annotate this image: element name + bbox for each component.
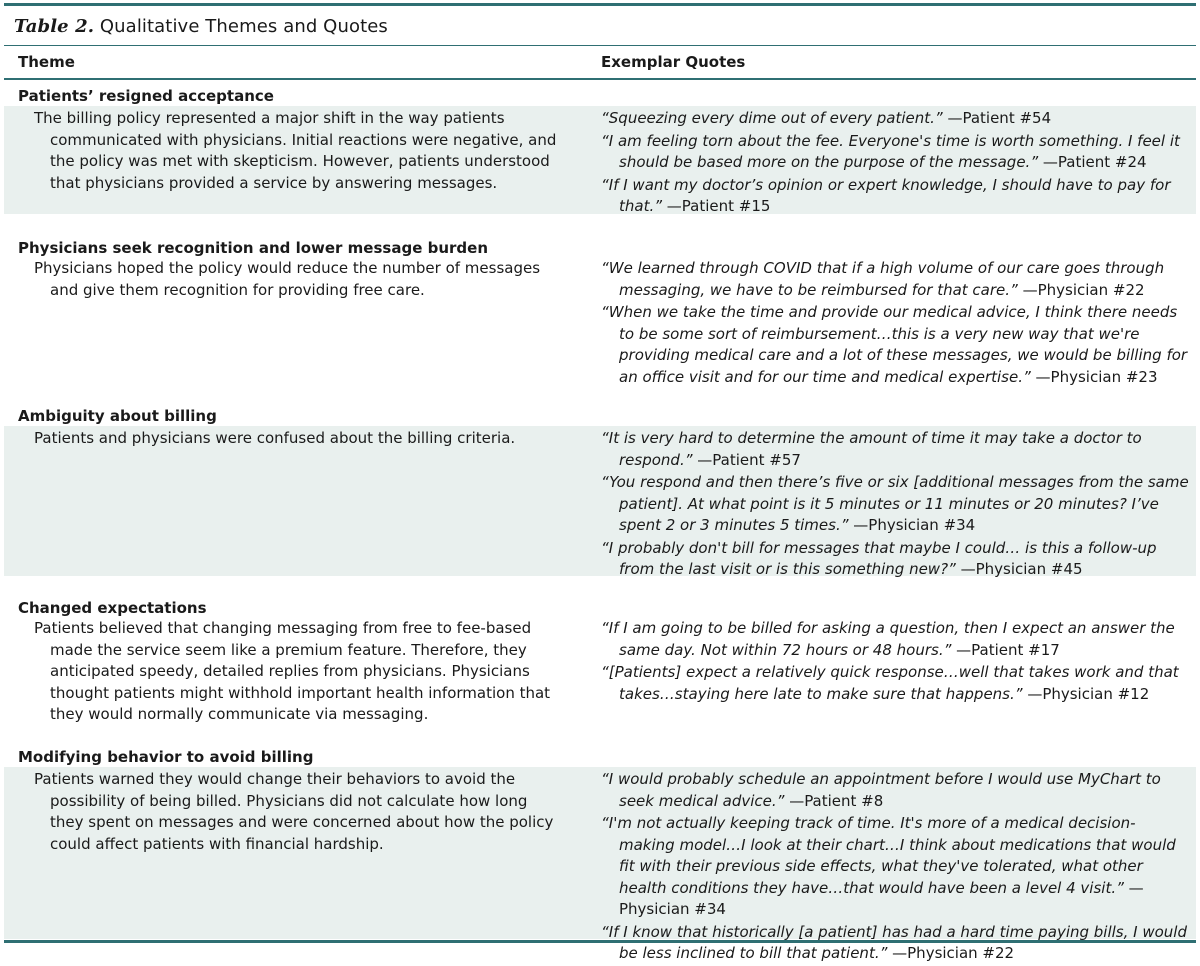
quote: “We learned through COVID that if a high volume of our care goes through messaging, we have to be reimbursed for that care.” —Physician #22 — [601, 259, 1165, 299]
bottom-rule — [4, 940, 1196, 943]
theme-name: Modifying behavior to avoid billing — [18, 748, 314, 766]
quote: “[Patients] expect a relatively quick response…well that takes work and that takes…staying here late to make sure that happens.” —Physician #12 — [601, 663, 1179, 703]
quote: “You respond and then there’s five or six [additional messages from the same patient]. At what point is it 5 minutes or 11 minutes or 20 minutes? I’ve spent 2 or 3 minutes 5 times.” —Physician #34 — [601, 473, 1189, 534]
theme-name: Physicians seek recognition and lower message burden — [18, 239, 488, 257]
theme-description: Patients warned they would change their behaviors to avoid the possibility of being billed. Physicians did not calculate how long they spent on messages and were concerned about how the policy could affect patients with financial hardship. — [34, 770, 554, 853]
header-quotes: Exemplar Quotes — [601, 53, 746, 71]
table-label: Table 2. — [14, 16, 95, 37]
quote-list — [601, 618, 1190, 706]
quote: “When we take the time and provide our medical advice, I think there needs to be some sort of reimbursement…this is a very new way that we're providing medical care and a lot of these messages, we would be billing for an office visit and for our time and medical expertise.” —Physician #23 — [601, 303, 1188, 386]
top-rule — [4, 3, 1196, 6]
quote: “If I know that historically [a patient] has had a hard time paying bills, I would be less inclined to bill that patient.” —Physician #22 — [601, 922, 1187, 962]
quote: “If I am going to be billed for asking a question, then I expect an answer the same day. Not within 72 hours or 48 hours.” —Patient #17 — [601, 619, 1175, 659]
theme-name: Changed expectations — [18, 599, 207, 617]
quote: “Squeezing every dime out of every patient.” —Patient #54 — [601, 109, 1052, 127]
quote: “I would probably schedule an appointment before I would use MyChart to seek medical advice.” —Patient #8 — [601, 770, 1161, 810]
quote-list — [601, 769, 1190, 966]
theme-description: Physicians hoped the policy would reduce the number of messages and give them recognition for providing free care. — [34, 259, 541, 299]
theme-row — [4, 232, 1196, 386]
header-theme: Theme — [18, 53, 75, 71]
theme-name: Ambiguity about billing — [18, 407, 217, 425]
theme-description: The billing policy represented a major shift in the way patients communicated with physicians. Initial reactions were negative, and the policy was met with skepticism. However, patients understood that physicians provided a service by answering messages. — [34, 109, 557, 192]
quote: “I probably don't bill for messages that maybe I could… is this a follow-up from the last visit or is this something new?” —Physician #45 — [601, 538, 1157, 578]
table-title: Qualitative Themes and Quotes — [99, 16, 388, 37]
quote: “I'm not actually keeping track of time. It's more of a medical decision-making model…I look at their chart…I think about medications that would fit with their previous side effects, what they've tolerated, what other health conditions they have…that would have been a level 4 visit.” —Physician #34 — [601, 814, 1176, 918]
theme-row — [4, 400, 1196, 576]
theme-row — [4, 80, 1196, 214]
quote: “It is very hard to determine the amount of time it may take a doctor to respond.” —Patient #57 — [601, 429, 1142, 469]
quote-list — [601, 108, 1190, 219]
quote: “If I want my doctor’s opinion or expert knowledge, I should have to pay for that.” —Patient #15 — [601, 175, 1171, 215]
theme-row — [4, 741, 1196, 962]
quote-list — [601, 258, 1190, 389]
theme-name: Patients’ resigned acceptance — [18, 87, 274, 105]
theme-description: Patients and physicians were confused about the billing criteria. — [34, 429, 516, 447]
quote-list — [601, 428, 1190, 582]
table-header — [4, 46, 1196, 78]
theme-row — [4, 592, 1196, 732]
quote: “I am feeling torn about the fee. Everyone's time is worth something. I feel it should be based more on the purpose of the message.” —Patient #24 — [601, 131, 1180, 171]
theme-description: Patients believed that changing messaging from free to fee-based made the service seem like a premium feature. Therefore, they anticipated speedy, detailed replies from physicians. Physicians thought patients might withhold important health information that they would normally communicate via messaging. — [34, 619, 551, 723]
table-caption — [14, 14, 388, 40]
